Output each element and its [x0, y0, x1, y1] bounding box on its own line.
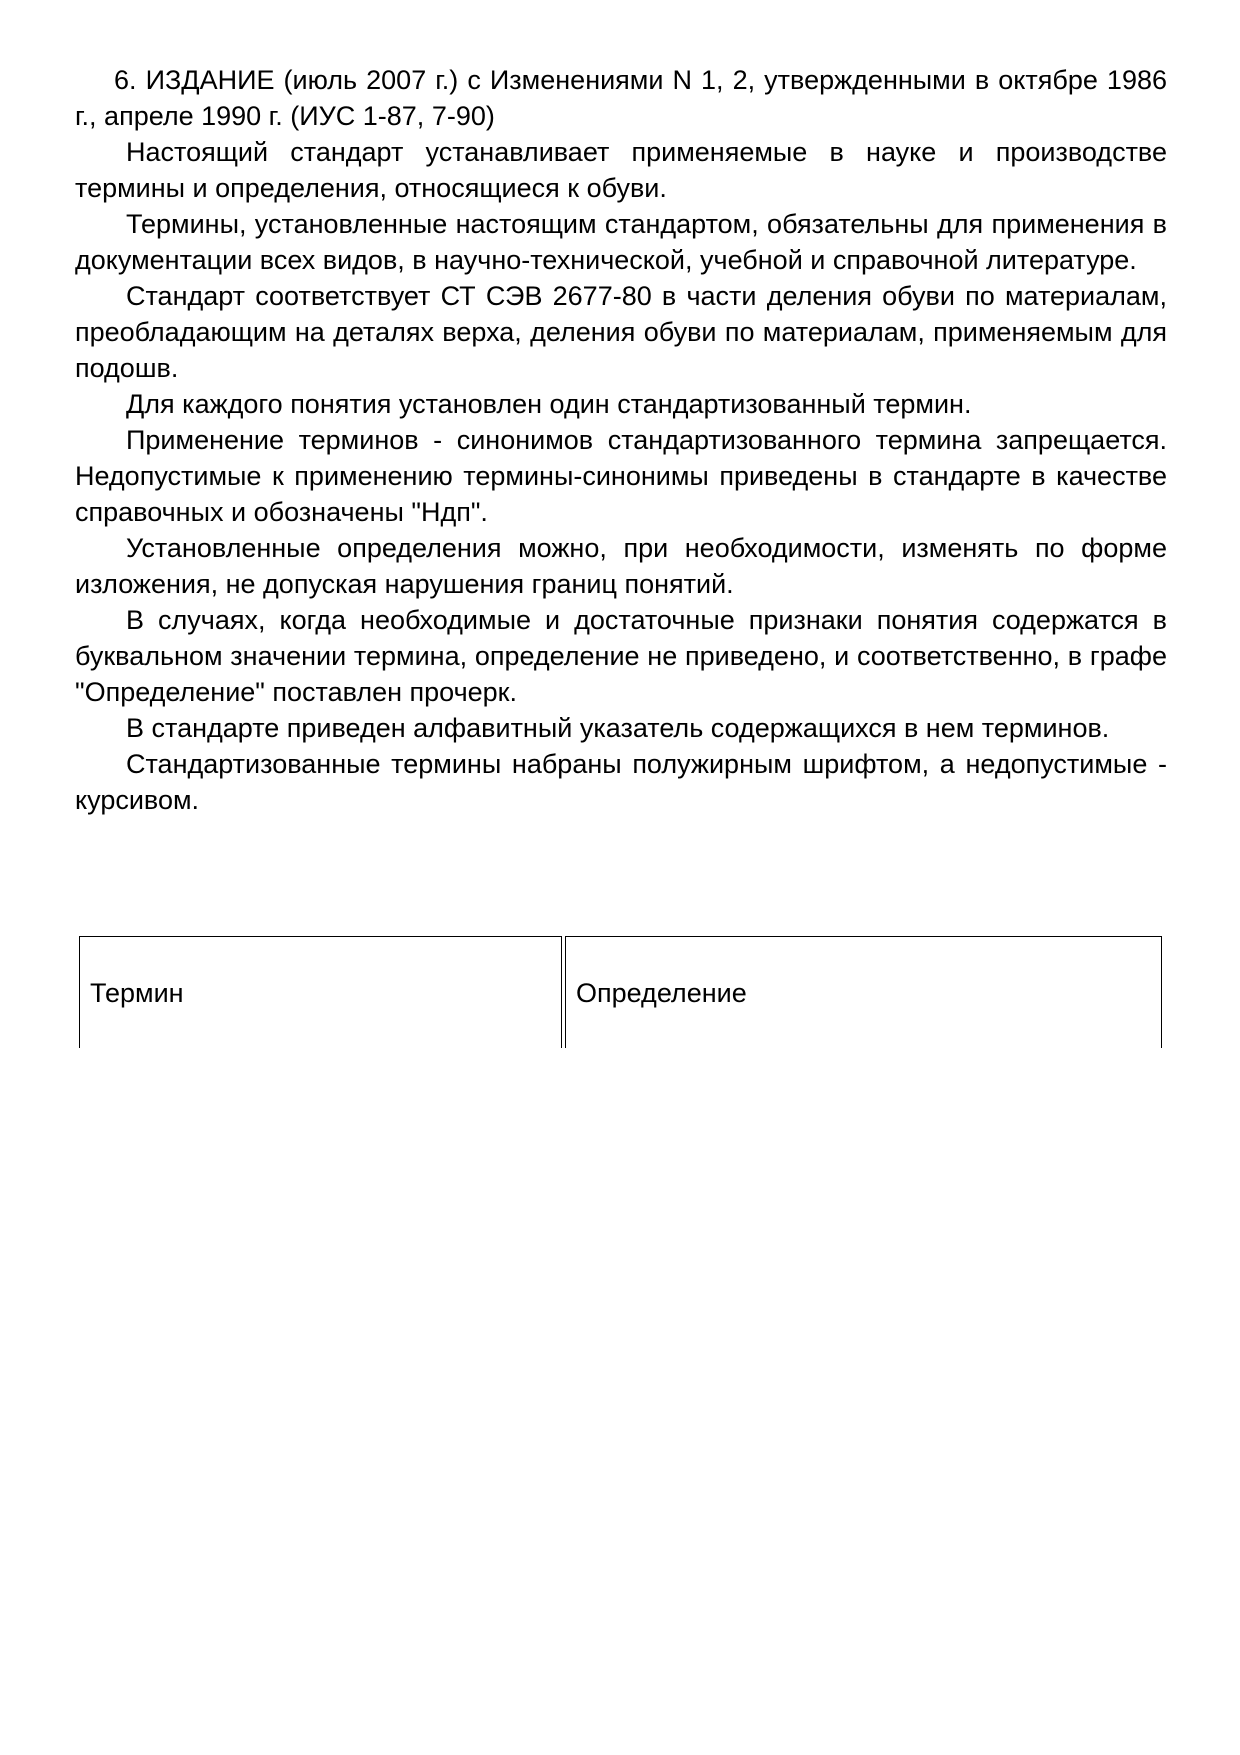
edition-paragraph: 6. ИЗДАНИЕ (июль 2007 г.) с Изменениями N 1, 2, утвержденными в октябре 1986 г., апреле 1990 г. (ИУС 1-87, 7-90): [75, 65, 1167, 131]
dash-definition-paragraph: В случаях, когда необходимые и достаточные признаки понятия содержатся в буквальном значении термина, определение не приведено, и соответственно, в графе "Определение" поставлен прочерк.: [75, 605, 1167, 707]
document-body: [75, 62, 1167, 818]
definitions-paragraph: Установленные определения можно, при необходимости, изменять по форме изложения, не допуская нарушения границ понятий.: [75, 533, 1167, 599]
term-column-header: [79, 936, 562, 1048]
scope-paragraph: Настоящий стандарт устанавливает применяемые в науке и производстве термины и определения, относящиеся к обуви.: [75, 137, 1167, 203]
terms-table-header: [79, 936, 1163, 1048]
synonyms-paragraph: Применение терминов - синонимов стандартизованного термина запрещается. Недопустимые к применению термины-синонимы приведены в стандарте в качестве справочных и обозначены "Ндп".: [75, 425, 1167, 527]
typography-paragraph: Стандартизованные термины набраны полужирным шрифтом, а недопустимые - курсивом.: [75, 749, 1167, 815]
definition-header-label: Определение: [576, 978, 747, 1008]
mandatory-terms-paragraph: Термины, установленные настоящим стандартом, обязательны для применения в документации всех видов, в научно-технической, учебной и справочной литературе.: [75, 209, 1167, 275]
alphabetical-index-paragraph: В стандарте приведен алфавитный указатель содержащихся в нем терминов.: [126, 713, 1110, 743]
term-header-label: Термин: [90, 978, 184, 1008]
definition-column-header: [565, 936, 1162, 1048]
single-term-paragraph: Для каждого понятия установлен один стандартизованный термин.: [126, 389, 972, 419]
sev-correspondence-paragraph: Стандарт соответствует СТ СЭВ 2677-80 в части деления обуви по материалам, преобладающим на деталях верха, деления обуви по материалам, применяемым для подошв.: [75, 281, 1167, 383]
